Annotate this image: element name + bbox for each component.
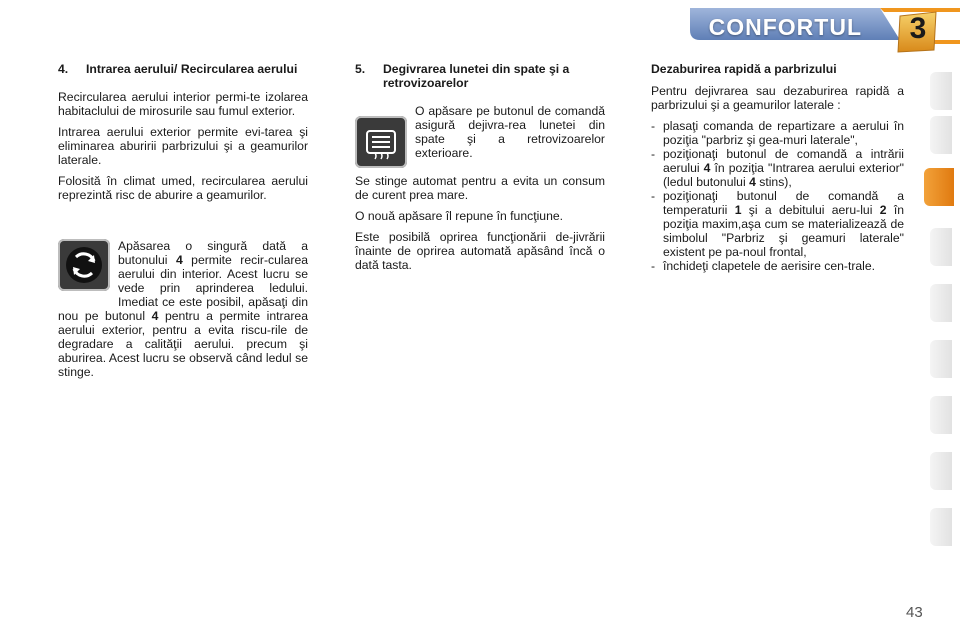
header — [0, 0, 960, 52]
paragraph: Folosită în climat umed, recircularea aerului reprezintă risc de aburire a geamurilor. — [58, 174, 308, 202]
paragraph: Pentru dejivrarea sau dezaburirea rapidă a parbrizului şi a geamurilor laterale : — [651, 84, 904, 112]
heading-text: Degivrarea lunetei din spate şi a retrovizoarelor — [383, 62, 570, 90]
recirculation-icon — [58, 239, 110, 291]
section-heading — [58, 62, 308, 76]
paragraph: Este posibilă oprirea funcţionării de-jivrării înainte de oprirea automată apăsând încă o dată tasta. — [355, 230, 605, 272]
heading-number: 4. — [58, 62, 69, 76]
list-item: - închideţi clapetele de aerisire cen-trale. — [651, 259, 904, 273]
chapter-tab-active[interactable] — [924, 168, 954, 206]
heading-text: Intrarea aerului/ Recircularea aerului — [86, 62, 298, 76]
list-item: - poziţionaţi butonul de comandă a temperaturii 1 şi a debitului aeru-lui 2 în poziţia maxim,aşa cum se materializează de simbolul "Parbriz şi geamuri laterale" existent pe pa-noul frontal, — [651, 189, 904, 259]
chapter-tab[interactable] — [930, 116, 952, 154]
chapter-tab[interactable] — [930, 340, 952, 378]
chapter-tabs — [926, 68, 960, 576]
heading-text: Dezaburirea rapidă a parbrizului — [651, 62, 837, 76]
paragraph: O apăsare pe butonul de comandă asigură dejivra-rea lunetei din spate şi a retrovizoarelor exterioare. — [415, 104, 605, 160]
instruction-list — [651, 119, 904, 273]
paragraph: Recircularea aerului interior permi-te izolarea habitaclului de mirosurile sau fumul exterior. — [58, 90, 308, 118]
paragraph: Intrarea aerului exterior permite evi-tarea şi eliminarea aburirii parbrizului şi a geamurilor laterale. — [58, 125, 308, 167]
section-rear-defrost — [355, 62, 605, 279]
chapter-tab[interactable] — [930, 452, 952, 490]
paragraph: Se stinge automat pentru a evita un consum de curent prea mare. — [355, 174, 605, 202]
chapter-tab[interactable] — [930, 508, 952, 546]
section-heading — [355, 62, 605, 90]
chapter-tab[interactable] — [930, 72, 952, 110]
list-item: - plasaţi comanda de repartizare a aerului în poziţia "parbriz şi gea-muri laterale", — [651, 119, 904, 147]
chapter-tab[interactable] — [930, 284, 952, 322]
section-heading — [651, 62, 904, 76]
chapter-tab[interactable] — [930, 396, 952, 434]
heading-number: 5. — [355, 62, 366, 76]
paragraph: Apăsarea o singură dată a butonului 4 permite recir-cularea aerului din interior. Acest lucru se vede prin aprinderea ledului. Imediat ce este posibil, apăsaţi din nou pe butonul 4 pentru a permite intrarea aerului exterior, pentru a evita riscu-rile de degradare a calităţii aerului. precum şi aburirea. Acest lucru se observă când ledul se stinge. — [58, 239, 309, 379]
page-number: 43 — [906, 604, 923, 621]
chapter-tab[interactable] — [930, 228, 952, 266]
section-fast-demist — [651, 62, 904, 273]
list-item: - poziţionaţi butonul de comandă a intrării aerului 4 în poziţia "Intrarea aerului exterior" (ledul butonului 4 stins), — [651, 147, 904, 189]
rear-defrost-icon — [355, 116, 407, 168]
section-air-intake — [58, 62, 308, 386]
chapter-number: 3 — [909, 12, 927, 45]
paragraph: O nouă apăsare îl repune în funcţiune. — [355, 209, 564, 223]
page-title: CONFORTUL — [708, 14, 862, 40]
